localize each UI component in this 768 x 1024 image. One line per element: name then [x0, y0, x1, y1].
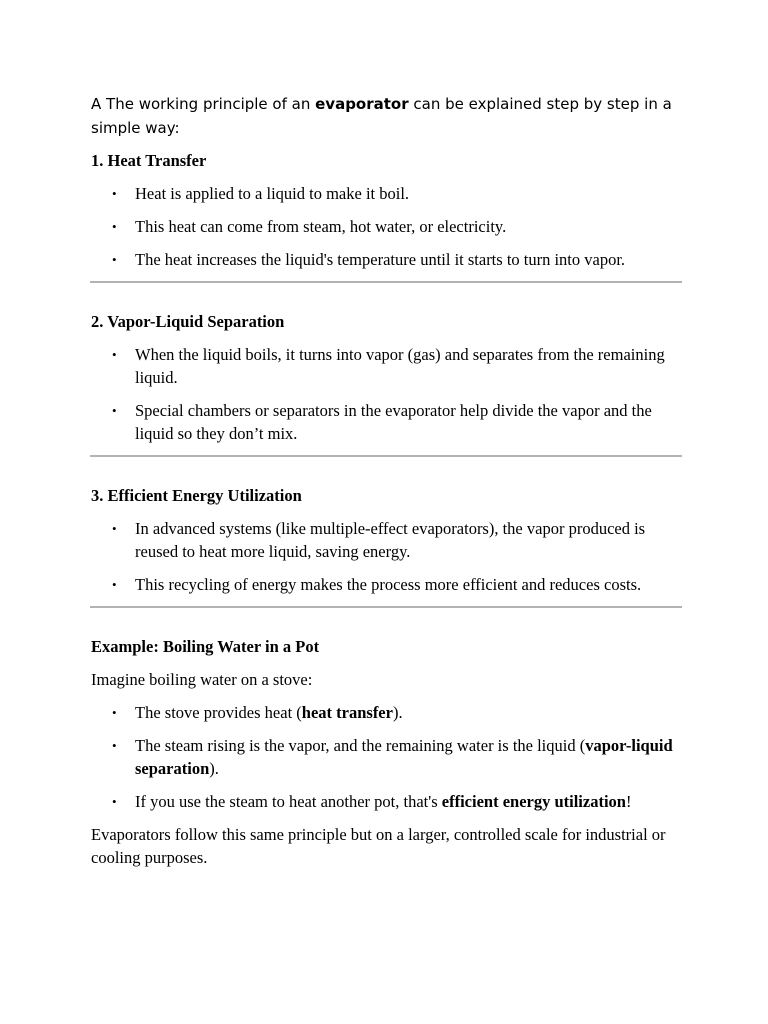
list-item: [91, 701, 681, 724]
list-item-text: This recycling of energy makes the process more efficient and reduces costs.: [135, 575, 642, 594]
bold-term: efficient energy utilization: [441, 792, 626, 811]
section-efficient-energy: [91, 484, 681, 596]
bullet-icon: •: [112, 705, 117, 720]
bullet-list: [91, 182, 681, 271]
intro-paragraph: [91, 92, 681, 140]
section-vapor-liquid-separation: [91, 310, 681, 445]
closing-paragraph: Evaporators follow this same principle but on a larger, controlled scale for industrial or cooling purposes.: [91, 825, 666, 867]
example-lead: Imagine boiling water on a stove:: [91, 670, 313, 689]
bullet-list: [91, 701, 681, 813]
list-item: [91, 734, 681, 780]
list-item: [91, 573, 681, 596]
list-item-text: Special chambers or separators in the evaporator help divide the vapor and the liquid so they don’t mix.: [135, 401, 652, 443]
list-item-text: This heat can come from steam, hot water, or electricity.: [135, 217, 507, 236]
list-item-text: The stove provides heat (: [135, 703, 302, 722]
list-item-text: ).: [209, 759, 219, 778]
bullet-list: [91, 343, 681, 445]
list-item-text: The heat increases the liquid's temperature until it starts to turn into vapor.: [135, 250, 626, 269]
bullet-icon: •: [112, 521, 117, 536]
list-item: [91, 517, 681, 563]
list-item-text: When the liquid boils, it turns into vapor (gas) and separates from the remaining liquid.: [135, 345, 665, 387]
list-item-text: ).: [392, 703, 403, 722]
bullet-icon: •: [112, 403, 117, 418]
bullet-icon: •: [112, 577, 117, 592]
list-item: [91, 399, 681, 445]
section-heat-transfer: [91, 149, 681, 271]
divider: [90, 606, 682, 608]
bullet-icon: •: [112, 186, 117, 201]
list-item-text: !: [625, 792, 632, 811]
intro-text: A The working principle of an: [91, 95, 316, 113]
list-item: [91, 343, 681, 389]
list-item: [91, 215, 681, 238]
list-item: [91, 790, 681, 813]
bullet-icon: •: [112, 738, 117, 753]
bold-term: vapor-liquid separation: [135, 736, 673, 778]
bold-term: heat transfer: [301, 703, 393, 722]
section-heading: 2. Vapor-Liquid Separation: [91, 312, 285, 331]
bullet-icon: •: [112, 219, 117, 234]
list-item-text: In advanced systems (like multiple-effect evaporators), the vapor produced is reused to heat more liquid, saving energy.: [135, 519, 646, 561]
list-item-text: The steam rising is the vapor, and the remaining water is the liquid (: [135, 736, 586, 755]
list-item: [91, 248, 681, 271]
list-item: [91, 182, 681, 205]
intro-text-end: can be explained step by step in a simple way:: [91, 95, 672, 137]
list-item-text: Heat is applied to a liquid to make it boil.: [135, 184, 410, 203]
section-heading: 1. Heat Transfer: [91, 151, 207, 170]
document-body: [91, 92, 681, 879]
divider: [90, 455, 682, 457]
divider: [90, 281, 682, 283]
section-heading: Example: Boiling Water in a Pot: [91, 637, 320, 656]
section-example: [91, 635, 681, 869]
bullet-list: [91, 517, 681, 596]
bullet-icon: •: [112, 794, 117, 809]
bullet-icon: •: [112, 347, 117, 362]
list-item-text: If you use the steam to heat another pot, that's: [135, 792, 442, 811]
section-heading: 3. Efficient Energy Utilization: [91, 486, 302, 505]
bullet-icon: •: [112, 252, 117, 267]
intro-bold-term: evaporator: [315, 95, 409, 113]
